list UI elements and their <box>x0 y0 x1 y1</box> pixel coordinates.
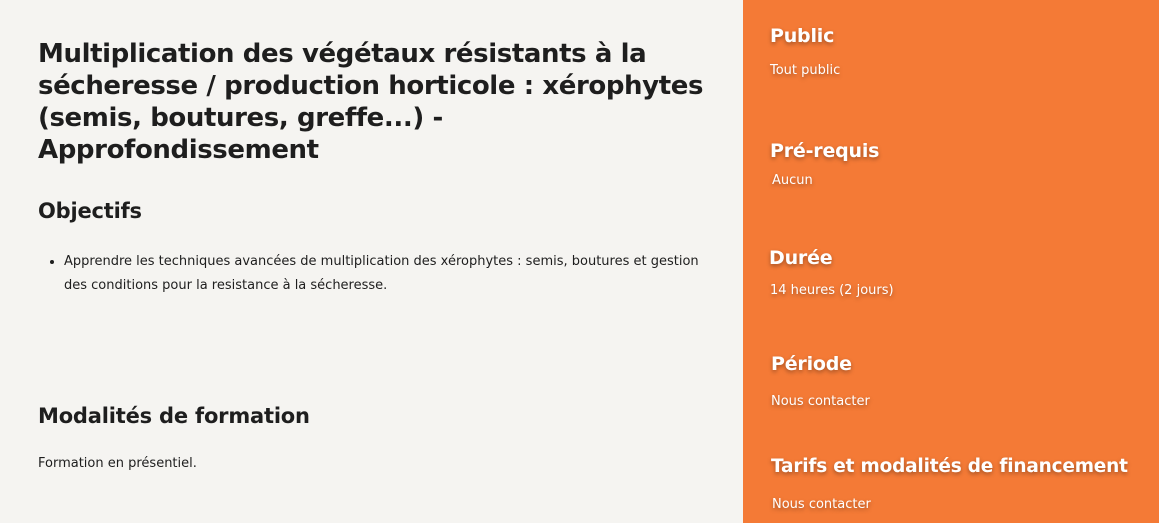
objectifs-list <box>48 250 704 298</box>
info-sidebar <box>743 0 1159 523</box>
public-label: Public <box>770 25 835 47</box>
tarifs-label: Tarifs et modalités de financement <box>771 456 1128 477</box>
prerequis-label: Pré-requis <box>770 140 880 162</box>
list-item: • Apprendre les techniques avancées de multiplication des xérophytes : semis, boutures et gestion des conditions pour la resistance à la sécheresse. <box>64 250 704 298</box>
tarifs-value: Nous contacter <box>772 497 871 512</box>
duree-value: 14 heures (2 jours) <box>770 283 894 298</box>
periode-value: Nous contacter <box>771 394 870 409</box>
public-value: Tout public <box>770 63 841 78</box>
objectifs-heading: Objectifs <box>38 199 142 223</box>
page-title: Multiplication des végétaux résistants à la sécheresse / production horticole : xérophytes (semis, boutures, greffe...) - Approfondissement <box>38 39 704 165</box>
modalites-heading: Modalités de formation <box>38 404 310 428</box>
prerequis-value: Aucun <box>772 173 813 188</box>
periode-label: Période <box>771 353 852 375</box>
modalites-text: Formation en présentiel. <box>38 456 197 471</box>
duree-label: Durée <box>769 247 833 269</box>
